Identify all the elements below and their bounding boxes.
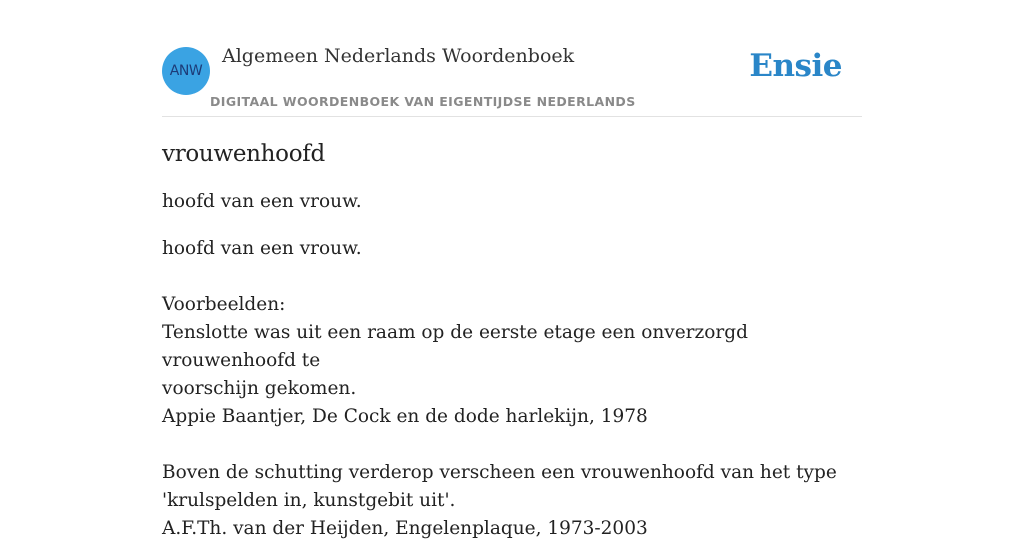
example-text: 'krulspelden in, kunstgebit uit'. [162,490,456,511]
spacer [162,263,862,291]
entry-content [162,138,862,543]
example-text: Boven de schutting verderop verscheen een vrouwenhoofd van het type [162,462,837,483]
site-subtitle: DIGITAAL WOORDENBOEK VAN EIGENTIJDSE NEDERLANDS [210,94,636,109]
entry-title: vrouwenhoofd [162,141,325,167]
ensie-brand-link[interactable]: Ensie [749,48,842,84]
spacer [162,431,862,459]
examples-label: Voorbeelden: [162,294,286,315]
example-text: voorschijn gekomen. [162,378,357,399]
short-definition: hoofd van een vrouw. [162,191,362,212]
definition-text: hoofd van een vrouw. [162,238,362,259]
example-text: Tenslotte was uit een raam op de eerste etage een onverzorgd vrouwenhoofd te [162,322,748,371]
example-source: Appie Baantjer, De Cock en de dode harlekijn, 1978 [162,406,648,427]
full-definition [162,235,862,543]
site-title[interactable]: Algemeen Nederlands Woordenboek [222,45,575,67]
example-source: A.F.Th. van der Heijden, Engelenplaque, 1973-2003 [162,518,648,539]
site-header [162,0,862,117]
anw-logo[interactable]: ANW [162,47,210,95]
